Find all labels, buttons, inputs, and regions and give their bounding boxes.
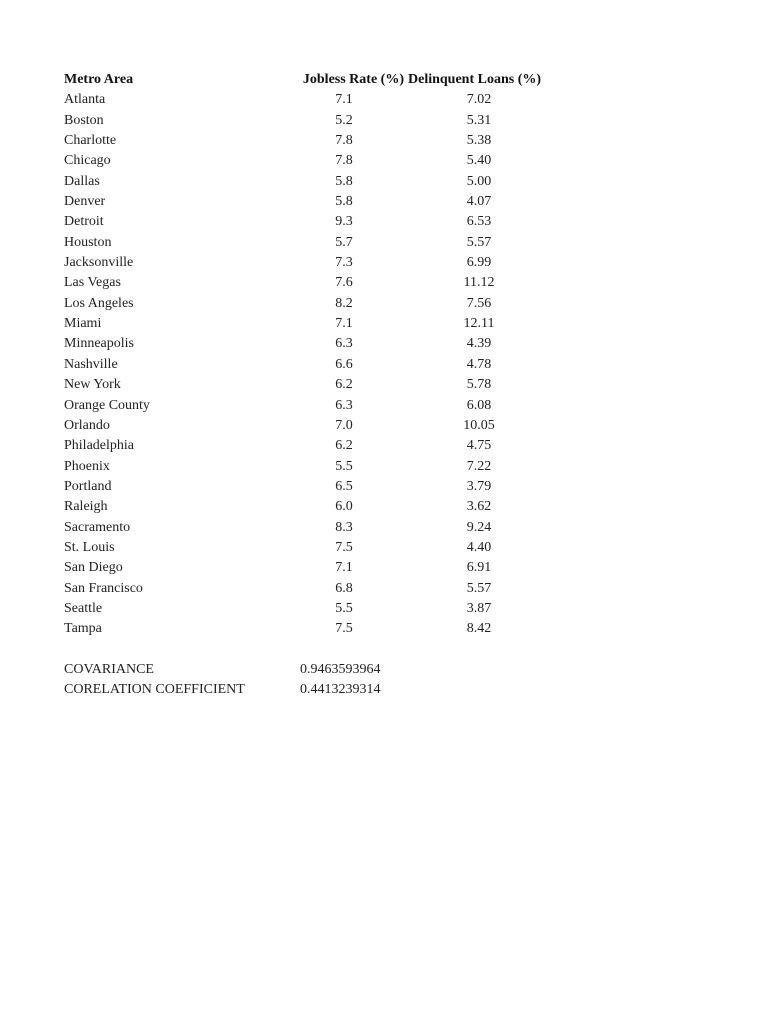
- jobless-cell: 7.3: [335, 255, 353, 271]
- table-row: [64, 192, 664, 212]
- metro-cell: Detroit: [64, 214, 104, 230]
- jobless-cell: 6.5: [335, 478, 353, 494]
- metro-cell: New York: [64, 377, 121, 393]
- metro-cell: San Francisco: [64, 580, 143, 596]
- correlation-row: [64, 680, 664, 700]
- delinquent-cell: 3.62: [466, 499, 492, 515]
- delinquent-cell: 8.42: [466, 621, 492, 637]
- jobless-cell: 5.7: [335, 234, 353, 250]
- table-row: [64, 436, 664, 456]
- jobless-cell: 6.3: [335, 397, 353, 413]
- table-row: [64, 212, 664, 232]
- metro-cell: Orange County: [64, 397, 150, 413]
- table-row: [64, 538, 664, 558]
- jobless-cell: 7.1: [335, 316, 353, 332]
- table-row: [64, 314, 664, 334]
- delinquent-cell: 7.56: [466, 295, 492, 311]
- jobless-cell: 5.5: [335, 458, 353, 474]
- jobless-cell: 7.8: [335, 133, 353, 149]
- table-row: [64, 518, 664, 538]
- correlation-value: 0.4413239314: [300, 682, 381, 698]
- metro-cell: Dallas: [64, 173, 100, 189]
- statistics-section: [64, 660, 664, 701]
- metro-cell: Minneapolis: [64, 336, 134, 352]
- table-row: [64, 457, 664, 477]
- table-row: [64, 355, 664, 375]
- metro-cell: Phoenix: [64, 458, 110, 474]
- delinquent-cell: 4.78: [466, 356, 492, 372]
- jobless-cell: 6.2: [335, 377, 353, 393]
- table-body: [64, 90, 664, 639]
- metro-cell: Los Angeles: [64, 295, 134, 311]
- delinquent-cell: 5.31: [466, 112, 492, 128]
- delinquent-cell: 4.07: [466, 194, 492, 210]
- jobless-cell: 8.3: [335, 519, 353, 535]
- covariance-value: 0.9463593964: [300, 661, 381, 677]
- table-row: [64, 151, 664, 171]
- table-row: [64, 477, 664, 497]
- delinquent-cell: 5.57: [466, 580, 492, 596]
- metro-cell: St. Louis: [64, 539, 115, 555]
- jobless-cell: 7.1: [335, 92, 353, 108]
- jobless-cell: 5.5: [335, 600, 353, 616]
- delinquent-cell: 4.75: [466, 438, 492, 454]
- covariance-label: COVARIANCE: [64, 661, 154, 677]
- table-row: [64, 334, 664, 354]
- delinquent-cell: 3.87: [466, 600, 492, 616]
- delinquent-cell: 4.40: [466, 539, 492, 555]
- table-row: [64, 273, 664, 293]
- table-row: [64, 619, 664, 639]
- jobless-cell: 7.1: [335, 560, 353, 576]
- delinquent-cell: 9.24: [466, 519, 492, 535]
- delinquent-cell: 10.05: [463, 417, 495, 433]
- delinquent-cell: 11.12: [463, 275, 495, 291]
- table-row: [64, 172, 664, 192]
- delinquent-cell: 6.99: [466, 255, 492, 271]
- table-row: [64, 599, 664, 619]
- table-row: [64, 416, 664, 436]
- table-row: [64, 558, 664, 578]
- header-row: [64, 70, 664, 90]
- jobless-cell: 7.6: [335, 275, 353, 291]
- delinquent-cell: 5.00: [466, 173, 492, 189]
- jobless-cell: 6.6: [335, 356, 353, 372]
- jobless-cell: 5.8: [335, 194, 353, 210]
- metro-cell: Orlando: [64, 417, 110, 433]
- table-row: [64, 396, 664, 416]
- table-row: [64, 90, 664, 110]
- jobless-cell: 7.8: [335, 153, 353, 169]
- jobless-cell: 7.0: [335, 417, 353, 433]
- metro-cell: Atlanta: [64, 92, 106, 108]
- metro-cell: Chicago: [64, 153, 111, 169]
- table-row: [64, 233, 664, 253]
- jobless-cell: 7.5: [335, 539, 353, 555]
- delinquent-cell: 7.22: [466, 458, 492, 474]
- metro-cell: Philadelphia: [64, 438, 134, 454]
- jobless-cell: 5.8: [335, 173, 353, 189]
- header-metro-area: Metro Area: [64, 72, 134, 87]
- jobless-cell: 6.2: [335, 438, 353, 454]
- jobless-cell: 5.2: [335, 112, 353, 128]
- jobless-cell: 6.3: [335, 336, 353, 352]
- metro-cell: Las Vegas: [64, 275, 121, 291]
- delinquent-cell: 5.38: [466, 133, 492, 149]
- metro-cell: Charlotte: [64, 133, 117, 149]
- delinquent-cell: 6.91: [466, 560, 492, 576]
- delinquent-cell: 3.79: [466, 478, 492, 494]
- delinquent-cell: 4.39: [466, 336, 492, 352]
- delinquent-cell: 7.02: [466, 92, 492, 108]
- delinquent-cell: 6.53: [466, 214, 492, 230]
- jobless-cell: 7.5: [335, 621, 353, 637]
- jobless-cell: 6.0: [335, 499, 353, 515]
- table-row: [64, 375, 664, 395]
- metro-cell: Boston: [64, 112, 104, 128]
- delinquent-cell: 6.08: [466, 397, 492, 413]
- metro-cell: Portland: [64, 478, 112, 494]
- delinquent-cell: 12.11: [463, 316, 495, 332]
- metro-cell: Sacramento: [64, 519, 131, 535]
- header-jobless-rate: Jobless Rate (%): [302, 72, 404, 87]
- metro-cell: Seattle: [64, 600, 103, 616]
- spreadsheet: [64, 70, 664, 701]
- metro-cell: Miami: [64, 316, 102, 332]
- table-row: [64, 294, 664, 314]
- correlation-label: CORELATION COEFFICIENT: [64, 682, 245, 698]
- delinquent-cell: 5.57: [466, 234, 492, 250]
- delinquent-cell: 5.78: [466, 377, 492, 393]
- jobless-cell: 9.3: [335, 214, 353, 230]
- metro-cell: San Diego: [64, 560, 123, 576]
- metro-cell: Nashville: [64, 356, 118, 372]
- covariance-row: [64, 660, 664, 680]
- delinquent-cell: 5.40: [466, 153, 492, 169]
- metro-cell: Houston: [64, 234, 112, 250]
- header-delinquent-loans: Delinquent Loans (%): [408, 72, 542, 87]
- metro-cell: Jacksonville: [64, 255, 134, 271]
- jobless-cell: 6.8: [335, 580, 353, 596]
- jobless-cell: 8.2: [335, 295, 353, 311]
- metro-cell: Denver: [64, 194, 106, 210]
- table-row: [64, 253, 664, 273]
- table-row: [64, 497, 664, 517]
- metro-cell: Tampa: [64, 621, 102, 637]
- table-row: [64, 111, 664, 131]
- table-row: [64, 131, 664, 151]
- metro-cell: Raleigh: [64, 499, 108, 515]
- table-row: [64, 579, 664, 599]
